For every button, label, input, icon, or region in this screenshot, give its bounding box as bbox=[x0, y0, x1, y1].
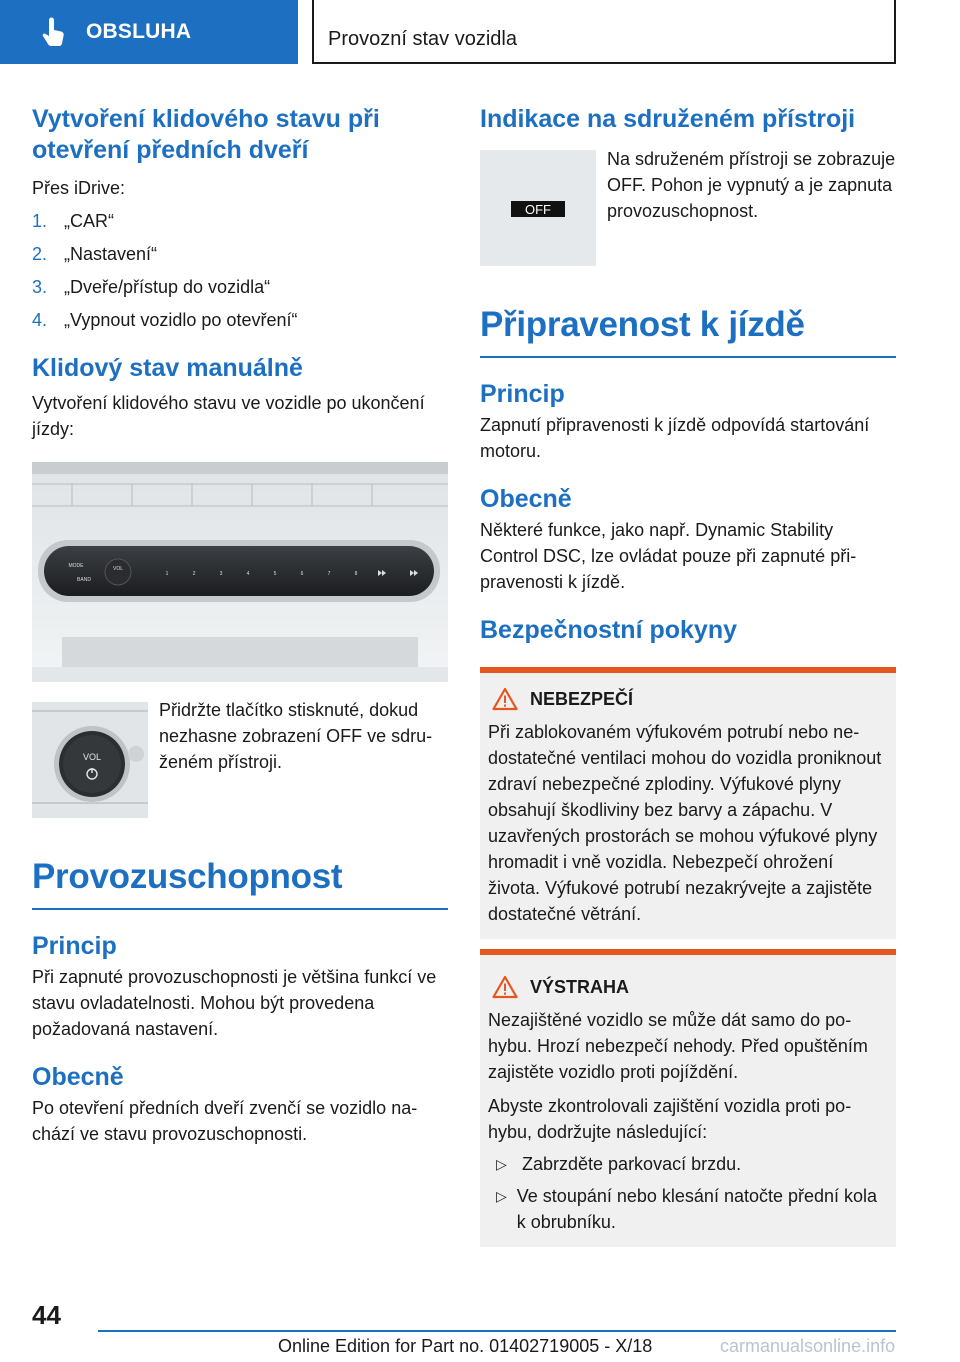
heading-provozuschopnost: Provozuschopnost bbox=[32, 857, 343, 896]
heading-obecne: Obecně bbox=[32, 1063, 124, 1091]
radio-panel-image bbox=[32, 462, 448, 682]
heading-indikace: Indikace na sdruženém přístroji bbox=[480, 105, 856, 133]
bullet-text: Zabrzděte parkovací brzdu. bbox=[522, 1154, 742, 1174]
manual-text: Vytvoření klidového stavu ve vozidle po ukončení jízdy: bbox=[32, 393, 425, 439]
off-display-image bbox=[480, 150, 596, 266]
page-number: 44 bbox=[32, 1300, 61, 1330]
warning-triangle-icon bbox=[492, 687, 518, 711]
step-text: „Dveře/přístup do vozidla“ bbox=[64, 277, 271, 297]
obecne-text: Po otevření předních dveří zvenčí se vozidlo nachází ve stavu provozuschopnosti. bbox=[32, 1098, 418, 1144]
vol-knob-drawing bbox=[32, 702, 148, 818]
princip-text: Při zapnuté provozuschopnosti je většina funkcí ve stavu ovladatelnosti. Mohou být provedena požadovaná nastavení. bbox=[32, 967, 437, 1039]
bullet-icon: ▷ bbox=[496, 1156, 507, 1172]
list-item bbox=[488, 1151, 888, 1177]
list-item bbox=[488, 1183, 888, 1235]
section-tab[interactable] bbox=[0, 0, 298, 64]
vol-knob-image bbox=[32, 702, 148, 818]
footer-watermark: carmanualsonline.info bbox=[720, 1336, 896, 1356]
list-item bbox=[32, 307, 448, 333]
vol-instruction bbox=[32, 702, 448, 818]
left-column bbox=[32, 100, 448, 1147]
step-text: „CAR“ bbox=[64, 211, 114, 231]
warning-bullets bbox=[488, 1151, 888, 1235]
right-column bbox=[480, 100, 896, 1247]
vol-text: Přidržte tlačítko stisknuté, dokud nezhasne zobrazení OFF ve sdruženém přístroji. bbox=[159, 700, 433, 772]
bullet-icon: ▷ bbox=[496, 1188, 507, 1204]
step-number: 4. bbox=[32, 310, 48, 330]
warning-box-caution bbox=[480, 949, 896, 1247]
step-text: „Vypnout vozidlo po otevření“ bbox=[64, 310, 298, 330]
off-display-drawing bbox=[480, 150, 596, 266]
heading-bezpecnost: Bezpečnostní pokyny bbox=[480, 616, 737, 644]
indikace-block bbox=[480, 150, 896, 266]
preset-5-label: 5 bbox=[273, 571, 277, 577]
footer-rule bbox=[98, 1330, 896, 1332]
mode-button-label: MODE bbox=[68, 563, 84, 569]
preset-8-label: 8 bbox=[354, 571, 358, 577]
heading-princip-2: Princip bbox=[480, 380, 565, 408]
preset-6-label: 6 bbox=[300, 571, 304, 577]
preset-4-label: 4 bbox=[246, 571, 250, 577]
via-idrive-text: Přes iDrive: bbox=[32, 178, 126, 198]
warning-text: Nezajištěné vozidlo se může dát samo do pohybu. Hrozí nebezpečí nehody. Před opuštěním zajistěte vozidlo proti pojíždění. bbox=[488, 1010, 868, 1082]
preset-3-label: 3 bbox=[219, 571, 223, 577]
princip-text-2: Zapnutí připravenosti k jízdě odpovídá startování motoru. bbox=[480, 415, 870, 461]
page-title: Provozní stav vozidla bbox=[328, 28, 517, 50]
hand-pointer-icon bbox=[36, 14, 72, 50]
heading-rule bbox=[32, 908, 448, 910]
step-number: 2. bbox=[32, 244, 48, 264]
warning-title: NEBEZPEČÍ bbox=[530, 688, 634, 709]
section-tab-label: OBSLUHA bbox=[86, 20, 192, 43]
preset-7-label: 7 bbox=[327, 571, 331, 577]
radio-panel-drawing bbox=[32, 462, 448, 682]
band-button-label: BAND bbox=[77, 577, 91, 583]
warning-title: VÝSTRAHA bbox=[530, 976, 630, 997]
heading-obecne-2: Obecně bbox=[480, 485, 572, 513]
list-item bbox=[32, 274, 448, 300]
heading-pripravenost: Připravenost k jízdě bbox=[480, 305, 805, 344]
step-number: 3. bbox=[32, 277, 48, 297]
heading-rule bbox=[480, 356, 896, 358]
preset-1-label: 1 bbox=[165, 571, 169, 577]
warning-text: Abyste zkontrolovali zajištění vozidla proti pohybu, dodržujte následující: bbox=[488, 1096, 852, 1142]
footer-edition: Online Edition for Part no. 01402719005 - X/18 bbox=[278, 1336, 653, 1356]
heading-princip: Princip bbox=[32, 932, 117, 960]
heading-doors: Vytvoření klidového stavu při otevření předních dveří bbox=[32, 105, 380, 164]
list-item bbox=[32, 208, 448, 234]
vol-knob-label: VOL bbox=[112, 566, 124, 572]
idrive-steps bbox=[32, 208, 448, 333]
indikace-text: Na sdruženém přístroji se zobrazuje OFF. Pohon je vypnutý a je zapnuta provozuschopnost. bbox=[607, 149, 896, 221]
page-header bbox=[312, 0, 896, 64]
warning-triangle-icon bbox=[492, 975, 518, 999]
step-text: „Nastavení“ bbox=[64, 244, 158, 264]
vol-label: VOL bbox=[82, 752, 102, 762]
preset-2-label: 2 bbox=[192, 571, 196, 577]
obecne-text-2: Některé funkce, jako např. Dynamic Stability Control DSC, lze ovládat pouze při zapnuté připravenosti k jízdě. bbox=[480, 520, 857, 592]
warning-text: Při zablokovaném výfukovém potrubí nebo nedostatečné ventilaci mohou do vozidla proniknout zdraví nebezpečné zplodiny. Výfukové plyny obsahují škodliviny bez barvy a zápachu. V uzavřených prostorách se mohou výfukové plyny hromadit i vně vozidla. Nebezpečí ohrožení života. Výfukové potrubí nezakrývejte a zajistěte dostatečné větrání. bbox=[488, 722, 882, 924]
warning-box-danger bbox=[480, 667, 896, 939]
heading-manual: Klidový stav manuálně bbox=[32, 354, 303, 382]
off-indicator-label: OFF bbox=[525, 202, 551, 217]
list-item bbox=[32, 241, 448, 267]
bullet-text: Ve stoupání nebo klesání natočte přední kola k obrubníku. bbox=[516, 1186, 878, 1232]
step-number: 1. bbox=[32, 211, 48, 231]
